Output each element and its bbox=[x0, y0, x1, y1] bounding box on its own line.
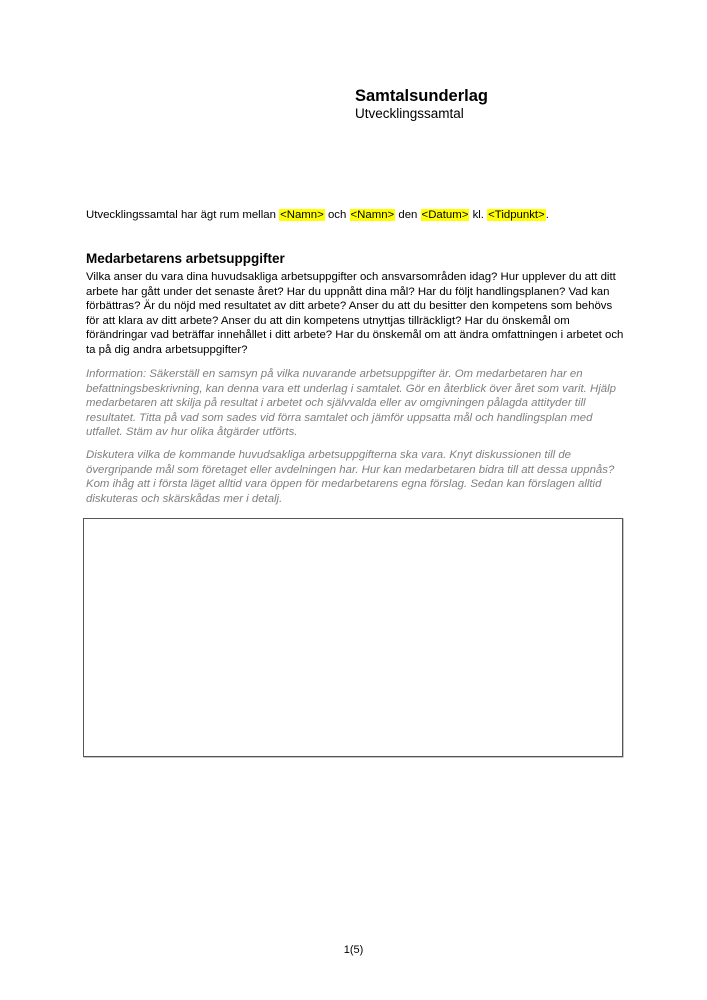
name-field-1[interactable]: <Namn> bbox=[280, 209, 324, 221]
document-title: Samtalsunderlag bbox=[355, 87, 488, 105]
intro-suffix: . bbox=[545, 209, 549, 221]
title-block bbox=[355, 86, 488, 122]
document-subtitle: Utvecklingssamtal bbox=[355, 106, 464, 121]
section-questions: Vilka anser du vara dina huvudsakliga arbetsuppgifter och ansvarsområden idag? Hur upplever du att ditt arbete har gått under det senaste året? Har du uppnått dina mål? Har du följt handlingsplanen? Vad kan förbättras? Är du nöjd med resultatet av ditt arbete? Anser du att du besitter den kompetens som behövs för att klara av ditt arbete? Anser du att din kompetens utnyttjas tillräckligt? Har du önskemål om förändringar vad beträffar innehållet i ditt arbete? Har du önskemål om att ändra omfattningen i arbetet och ta på dig andra arbetsuppgifter? bbox=[86, 271, 624, 356]
intro-sentence bbox=[86, 208, 549, 223]
intro-connector: och bbox=[324, 209, 350, 221]
date-field[interactable]: <Datum> bbox=[421, 209, 469, 221]
intro-prefix: Utvecklingssamtal har ägt rum mellan bbox=[86, 209, 280, 221]
info-paragraph-2: Diskutera vilka de kommande huvudsakliga arbetsuppgifterna ska vara. Knyt diskussionen till de övergripande mål som företaget eller avdelningen har. Hur kan medarbetaren bidra till att dessa uppnås? Kom ihåg att i första läget alltid vara öppen för medarbetarens egna förslag. Sedan kan förslagen alltid diskuteras och skärskådas mer i detalj. bbox=[86, 449, 615, 505]
page-number: 1(5) bbox=[343, 944, 364, 956]
answer-text-box[interactable] bbox=[83, 518, 623, 757]
time-field[interactable]: <Tidpunkt> bbox=[488, 209, 545, 221]
section-heading: Medarbetarens arbetsuppgifter bbox=[86, 251, 285, 266]
name-field-2[interactable]: <Namn> bbox=[350, 209, 395, 221]
info-paragraph-1: Information: Säkerställ en samsyn på vilka nuvarande arbetsuppgifter är. Om medarbetaren har en befattningsbeskrivning, kan denna vara ett underlag i samtalet. Gör en återblick över året som varit. Hjälp medarbetaren att skilja på resultat i arbetet och självvalda eller av omgivningen pålagda attityder till resultatet. Titta på vad som sades vid förra samtalet och jämför uppsatta mål och handlingsplan med utfallet. Stäm av hur olika åtgärder utförts. bbox=[86, 368, 616, 439]
intro-connector: kl. bbox=[469, 209, 488, 221]
intro-connector: den bbox=[395, 209, 421, 221]
